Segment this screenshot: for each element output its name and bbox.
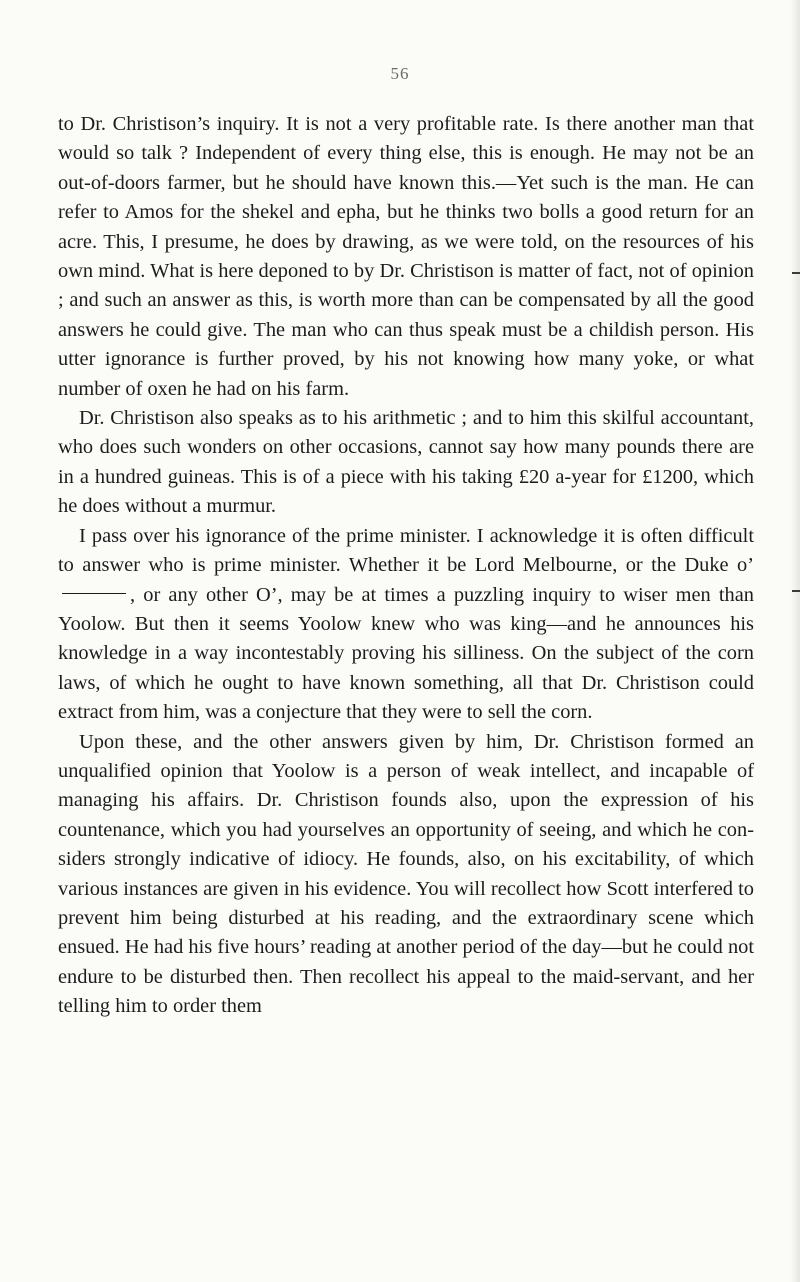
page-edge-shadow bbox=[790, 0, 800, 1282]
paragraph-4: Upon these, and the other answers given by him, Dr. Christison formed an unqualified opinion that Yoolow is a person of weak intellect, and incapable of managing his affairs. Dr. Christison founds also, upon the expression of his countenance, which you had yourselves an opportunity of seeing, and which he considers strongly indicative of idiocy. He founds, also, on his excitability, of which various instances are given in his evidence. You will recollect how Scott interfered to prevent him being disturbed at his reading, and the extraordinary scene which ensued. He had his five hours’ reading at another period of the day—but he could not endure to be disturbed then. Then recollect his appeal to the maid-servant, and her telling him to order them bbox=[58, 730, 754, 1018]
page-text bbox=[58, 110, 754, 1022]
paragraph-3-part-2: , or any other O’, may be at times a puzzling inquiry to wiser men than Yoolow. But then it seems Yoolow knew who was king—and he announces his knowledge in a way incontestably proving his silliness. On the subject of the corn laws, of which he ought to have known something, all that Dr. Christison could extract from him, was a conjecture that they were to sell the corn. bbox=[58, 583, 754, 724]
paragraph-3-part-1: I pass over his ignorance of the prime minister. I acknowledge it is often difficult to answer who is prime minister. Whether it be Lord Melbourne, or the Duke o’ bbox=[58, 524, 754, 577]
edge-mark bbox=[792, 272, 800, 274]
edge-mark bbox=[792, 590, 800, 592]
paragraph-2: Dr. Christison also speaks as to his arithmetic ; and to him this skilful accountant, who does such wonders on other occasions, cannot say how many pounds there are in a hundred guineas. This is of a piece with his taking £20 a-year for £1200, which he does without a murmur. bbox=[58, 407, 754, 518]
paragraph-1: to Dr. Christison’s inquiry. It is not a very profitable rate. Is there another man that would so talk ? Independent of every thing else, this is enough. He may not be an out-of-doors farmer, but he should have known this.—Yet such is the man. He can refer to Amos for the shekel and epha, but he thinks two bolls a good return for an acre. This, I presume, he does by drawing, as we were told, on the resources of his own mind. What is here deponed to by Dr. Christison is matter of fact, not of opinion ; and such an answer as this, is worth more than can be compensated by all the good answers he could give. The man who can thus speak must be a childish person. His utter ignorance is further proved, by his not knowing how many yoke, or what number of oxen he had on his farm. bbox=[58, 113, 754, 400]
page-number: 56 bbox=[390, 64, 410, 83]
paragraph-3 bbox=[58, 522, 754, 728]
omitted-name-dash bbox=[62, 593, 126, 594]
